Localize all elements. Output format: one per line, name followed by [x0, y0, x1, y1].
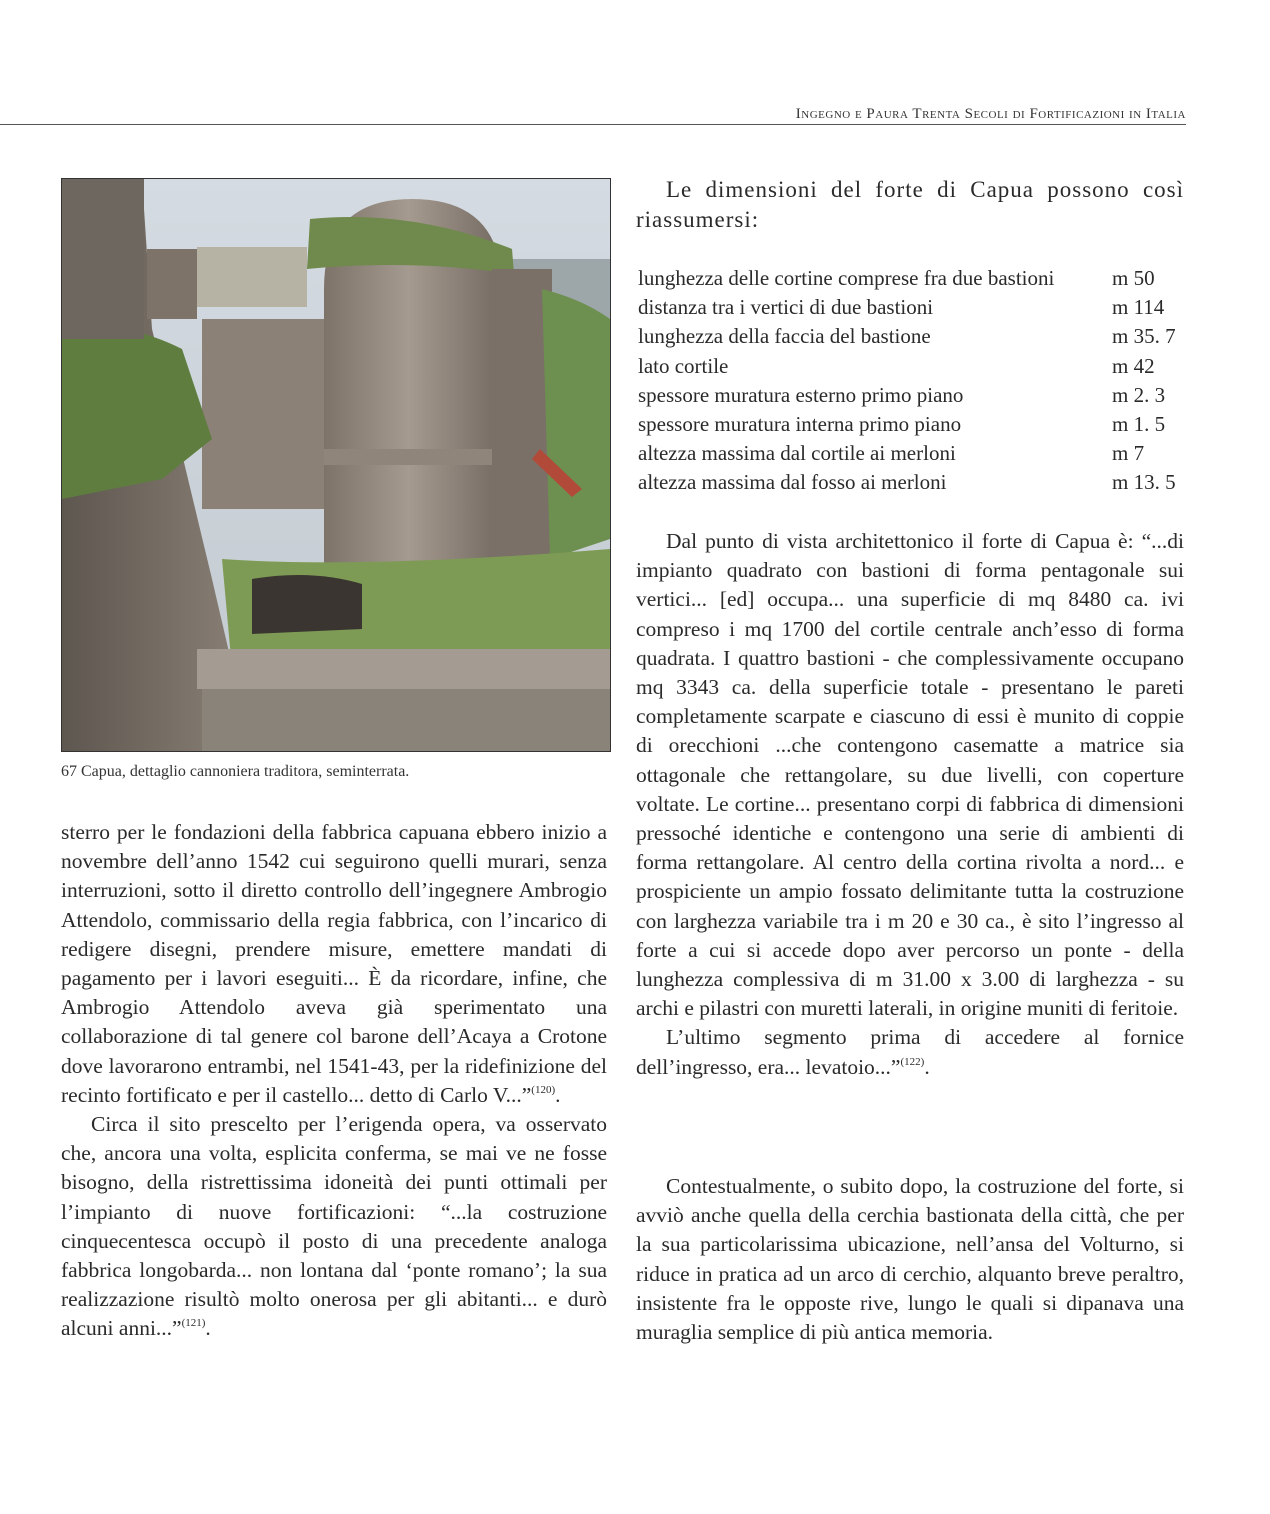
dimension-label: spessore muratura interna primo piano: [638, 411, 962, 436]
fort-photo: [61, 178, 611, 752]
dimension-label: spessore muratura esterno primo piano: [638, 382, 964, 407]
dimension-value: m 1. 5: [1112, 411, 1166, 436]
footnote-ref-120: (120): [531, 1083, 556, 1096]
dimension-label: altezza massima dal cortile ai merloni: [638, 441, 956, 466]
dimension-label: altezza massima dal fosso ai merloni: [638, 470, 947, 495]
dimension-label: distanza tra i vertici di due bastioni: [638, 295, 934, 320]
dimension-value: m 35. 7: [1112, 324, 1176, 349]
dimension-value: m 42: [1112, 353, 1155, 378]
dimension-label: lato cortile: [638, 353, 729, 378]
footnote-ref-122: (122): [900, 1055, 925, 1068]
drawbridge-paragraph: L’ultimo segmento prima di accedere al fornice dell’ingresso, era... levatoio...”$^{(122)}$.: [636, 1025, 1184, 1079]
right-column-closing: [636, 1172, 1184, 1347]
architecture-paragraph: Dal punto di vista architettonico il forte di Capua è: “...di impianto quadrato con bastioni di forma pentagonale sui vertici... [ed] occupa... una superficie di mq 8480 ca. ivi compreso i mq 1700 del cortile centrale anch’esso di forma quadrata. I quattro bastioni - che complessivamente occupano mq 3343 ca. della superficie totale - presentano le pareti completamente scarpate e ciascuno di essi è munito di coppie di orecchioni ...che contengono casematte a matrice sia ottagonale che rettangolare, su due livelli, con coperture voltate. Le cortine... presentano corpi di fabbrica di dimensioni pressoché identiche e contengono una serie di ambienti di forma rettangolare. Al centro della cortina rivolta a nord... e prospiciente un ampio fossato delimitante tutta la costruzione con larghezza variabile tra i m 20 e 30 ca., è sito l’ingresso al forte a cui si accede dopo aver percorso un ponte - della lunghezza complessiva di m 31.00 x 3.00 di larghezza - su archi e pilastri con muretti laterali, in origine muniti di feritoie.: [636, 529, 1184, 1021]
left-paragraph-1: sterro per le fondazioni della fabbrica capuana ebbero inizio a novembre dell’anno 1542 cui seguirono quelli murari, senza interruzioni, sotto il diretto controllo dell’ingegnere Ambrogio Attendolo, commissario della regia fabbrica, con l’incarico di redigere disegni, prendere misure, emettere mandati di pagamento per i lavori eseguiti... È da ricordare, infine, che Ambrogio Attendolo aveva già sperimentato una collaborazione di tal genere col barone dell’Acaya a Crotone dove lavorarono entrambi, nel 1541-43, per la ridefinizione del recinto fortificato e per il castello... detto di Carlo V...”$^{(120)}$.: [61, 820, 607, 1107]
dimension-row: [638, 468, 1186, 497]
dimension-value: m 114: [1112, 295, 1165, 320]
dimension-row: [638, 352, 1186, 381]
left-paragraph-2: Circa il sito prescelto per l’erigenda opera, va osservato che, ancora una volta, esplicita conferma, se mai ve ne fosse bisogno, della ristrettissima idoneità dei punti ottimali per l’impianto di nuove fortificazioni: “...la costruzione cinquecentesca occupò il posto di una precedente analoga fabbrica longobarda... non lontana dal ‘ponte romano’; la sua realizzazione risultò molto onerosa per gli abitanti... e durò alcuni anni...”$^{(121)}$.: [61, 1112, 607, 1341]
running-title: Ingegno e Paura Trenta Secoli di Fortificazioni in Italia: [795, 106, 1186, 122]
dimension-value: m 50: [1112, 266, 1155, 290]
dimension-row: [638, 264, 1186, 293]
dimension-label: lunghezza delle cortine comprese fra due bastioni: [638, 266, 1055, 290]
dimensions-table: [638, 264, 1186, 498]
figure-caption: 67 Capua, dettaglio cannoniera traditora, seminterrata.: [61, 763, 410, 780]
dimension-row: [638, 322, 1186, 351]
dimension-row: [638, 410, 1186, 439]
dimension-value: m 2. 3: [1112, 382, 1166, 407]
left-column: [61, 818, 607, 1344]
dimension-value: m 7: [1112, 441, 1145, 466]
running-header: [0, 96, 1186, 125]
dimension-value: m 13. 5: [1112, 470, 1176, 495]
right-column-body: [636, 527, 1184, 1082]
footnote-ref-121: (121): [181, 1317, 206, 1330]
dimension-row: [638, 439, 1186, 468]
dimensions-intro: Le dimensioni del forte di Capua possono così riassumersi:: [636, 177, 1184, 232]
dimension-row: [638, 293, 1186, 322]
dimension-row: [638, 381, 1186, 410]
city-walls-paragraph: Contestualmente, o subito dopo, la costruzione del forte, si avviò anche quella della cerchia bastionata della città, che per la sua particolarissima ubicazione, nell’ansa del Volturno, si riduce in pratica ad un arco di cerchio, alquanto breve peraltro, insistente fra le opposte rive, lungo le quali si dipanava una muraglia semplice di più antica memoria.: [636, 1174, 1184, 1345]
dimension-label: lunghezza della faccia del bastione: [638, 324, 931, 349]
